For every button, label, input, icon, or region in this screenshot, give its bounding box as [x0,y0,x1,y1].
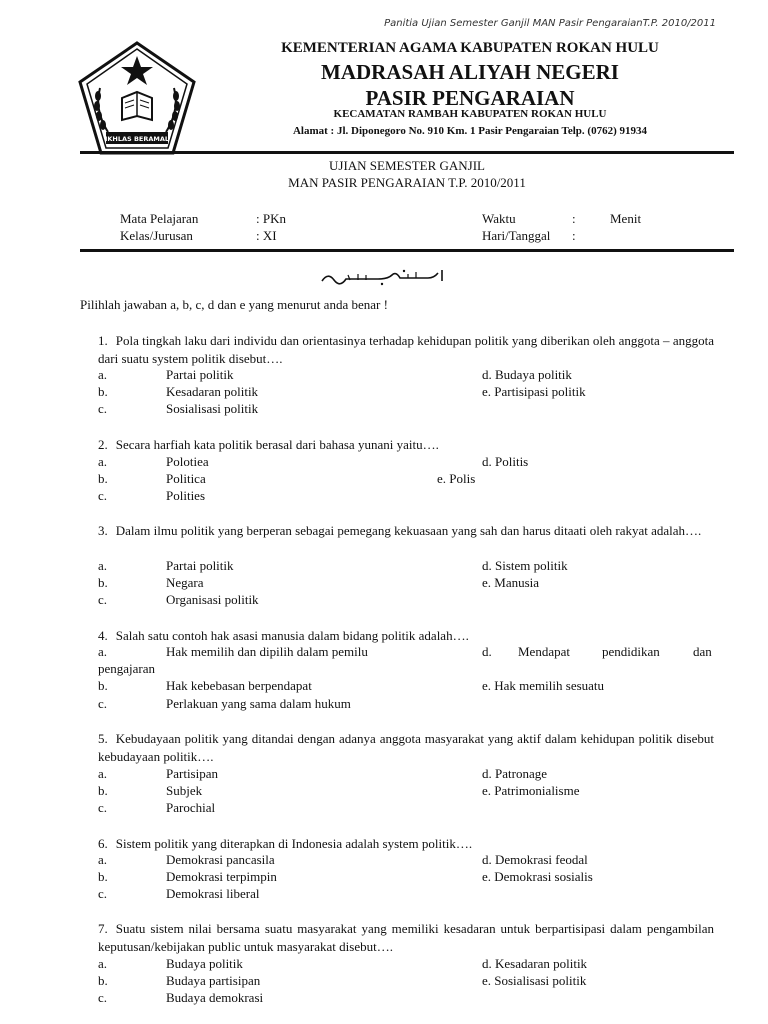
q1-option-d[interactable]: d. Budaya politik [482,367,572,382]
option-letter-b: b. [98,973,108,988]
svg-text:IKHLAS BERAMAL: IKHLAS BERAMAL [104,135,170,143]
option-letter-c: c. [98,696,108,711]
q7-option-c[interactable]: Budaya demokrasi [166,990,264,1005]
q4-option-b[interactable]: Hak kebebasan berpendapat [166,678,312,693]
subject-label: Mata Pelajaran [120,211,199,226]
option-letter-b: b. [98,783,108,798]
address-line: Alamat : Jl. Diponegoro No. 910 Km. 1 Pasir Pengaraian Telp. (0762) 91934 [292,125,648,137]
top-note: Panitia Ujian Semester Ganjil MAN Pasir PengaraianT.P. 2010/2011 [384,18,716,29]
time-unit: Menit [610,211,642,226]
ministry-heading: KEMENTERIAN AGAMA KABUPATEN ROKAN HULU [281,40,659,56]
question-text: Secara harfiah kata politik berasal dari bahasa yunani yaitu…. [115,437,439,452]
option-letter-b: b. [98,678,108,693]
subject-value: : PKn [256,211,286,226]
question-number: 1. [98,333,108,348]
q6-option-d[interactable]: d. Demokrasi feodal [482,852,588,867]
q4-option-d-word2[interactable]: pendidikan [602,644,660,659]
question-text: Pola tingkah laku dari individu dan orientasinya terhadap kehidupan politik yang diberikan oleh anggota – anggota dari suatu system politik disebut…. [98,333,714,366]
q4-option-d-continuation[interactable]: pengajaran [98,661,156,676]
question-3 [98,522,714,540]
option-letter-b: b. [98,869,108,884]
option-letter-c: c. [98,401,108,416]
option-letter-a: a. [98,454,108,469]
exam-year: MAN PASIR PENGARAIAN T.P. 2010/2011 [288,175,526,190]
q7-option-b[interactable]: Budaya partisipan [166,973,261,988]
q6-option-a[interactable]: Demokrasi pancasila [166,852,275,867]
q3-option-b[interactable]: Negara [166,575,204,590]
option-letter-a: a. [98,956,108,971]
question-4 [98,627,714,645]
option-letter-c: c. [98,990,108,1005]
question-1 [98,332,714,368]
question-text: Salah satu contoh hak asasi manusia dalam bidang politik adalah…. [115,628,469,643]
letterhead-rule [80,151,734,154]
time-colon: : [572,211,576,226]
q4-option-d-word3[interactable]: dan [693,644,712,659]
question-text: Dalam ilmu politik yang berperan sebagai pemegang kekuasaan yang sah dan harus ditaati oleh rakyat adalah…. [115,523,702,538]
q5-option-d[interactable]: d. Patronage [482,766,547,781]
option-letter-c: c. [98,800,108,815]
option-letter-b: b. [98,575,108,590]
day-colon: : [572,228,576,243]
q7-option-a[interactable]: Budaya politik [166,956,243,971]
school-name-line2: PASIR PENGARAIAN [365,86,575,110]
time-label: Waktu [482,211,516,226]
option-letter-a: a. [98,644,108,659]
q2-option-d[interactable]: d. Politis [482,454,529,469]
q3-option-c[interactable]: Organisasi politik [166,592,259,607]
question-number: 4. [98,628,108,643]
q5-option-c[interactable]: Parochial [166,800,216,815]
day-label: Hari/Tanggal [482,228,551,243]
district-line: KECAMATAN RAMBAH KABUPATEN ROKAN HULU [333,108,607,120]
option-letter-b: b. [98,384,108,399]
q3-option-e[interactable]: e. Manusia [482,575,540,590]
class-label: Kelas/Jurusan [120,228,193,243]
option-letter-b: b. [98,471,108,486]
question-7 [98,920,714,956]
question-6 [98,835,714,853]
option-letter-a: a. [98,766,108,781]
option-letter-c: c. [98,488,108,503]
option-letter-c: c. [98,592,108,607]
q4-option-e[interactable]: e. Hak memilih sesuatu [482,678,605,693]
basmala-calligraphy [318,266,448,288]
q5-option-e[interactable]: e. Patrimonialisme [482,783,580,798]
exam-title: UJIAN SEMESTER GANJIL [329,158,485,173]
q4-option-d-word1[interactable]: Mendapat [518,644,570,659]
question-text: Kebudayaan politik yang ditandai dengan adanya anggota masyarakat yang aktif dalam kehidupan politik disebut kebudayaan politik…. [98,731,714,764]
question-text: Suatu sistem nilai bersama suatu masyarakat yang memiliki kesadaran untuk berpartisipasi dalam pengambilan keputusan/kebijakan public untuk masyarakat disebut…. [98,921,714,954]
meta-rule [80,249,734,252]
school-emblem-logo [76,40,198,158]
option-letter-c: c. [98,886,108,901]
q7-option-d[interactable]: d. Kesadaran politik [482,956,588,971]
q1-option-c[interactable]: Sosialisasi politik [166,401,259,416]
school-name-line1: MADRASAH ALIYAH NEGERI [321,60,619,84]
q3-option-d[interactable]: d. Sistem politik [482,558,568,573]
q1-option-b[interactable]: Kesadaran politik [166,384,259,399]
question-number: 5. [98,731,108,746]
question-text: Sistem politik yang diterapkan di Indonesia adalah system politik…. [115,836,473,851]
q2-option-b[interactable]: Politica [166,471,206,486]
question-5 [98,730,714,766]
q2-option-e[interactable]: e. Polis [437,471,476,486]
option-letter-a: a. [98,367,108,382]
question-number: 2. [98,437,108,452]
option-letter-a: a. [98,558,108,573]
q6-option-e[interactable]: e. Demokrasi sosialis [482,869,593,884]
q5-option-a[interactable]: Partisipan [166,766,218,781]
q1-option-e[interactable]: e. Partisipasi politik [482,384,586,399]
question-number: 3. [98,523,108,538]
q4-option-d-letter[interactable]: d. [482,644,492,659]
q6-option-b[interactable]: Demokrasi terpimpin [166,869,277,884]
q2-option-c[interactable]: Polities [166,488,206,503]
q6-option-c[interactable]: Demokrasi liberal [166,886,260,901]
q4-option-c[interactable]: Perlakuan yang sama dalam hukum [166,696,351,711]
instructions: Pilihlah jawaban a, b, c, d dan e yang menurut anda benar ! [80,297,388,312]
option-letter-a: a. [98,852,108,867]
q7-option-e[interactable]: e. Sosialisasi politik [482,973,587,988]
q1-option-a[interactable]: Partai politik [166,367,234,382]
q3-option-a[interactable]: Partai politik [166,558,234,573]
q4-option-a[interactable]: Hak memilih dan dipilih dalam pemilu [166,644,368,659]
class-value: : XI [256,228,277,243]
q2-option-a[interactable]: Polotiea [166,454,209,469]
question-number: 7. [98,921,108,936]
question-number: 6. [98,836,108,851]
question-2 [98,436,714,454]
q5-option-b[interactable]: Subjek [166,783,203,798]
